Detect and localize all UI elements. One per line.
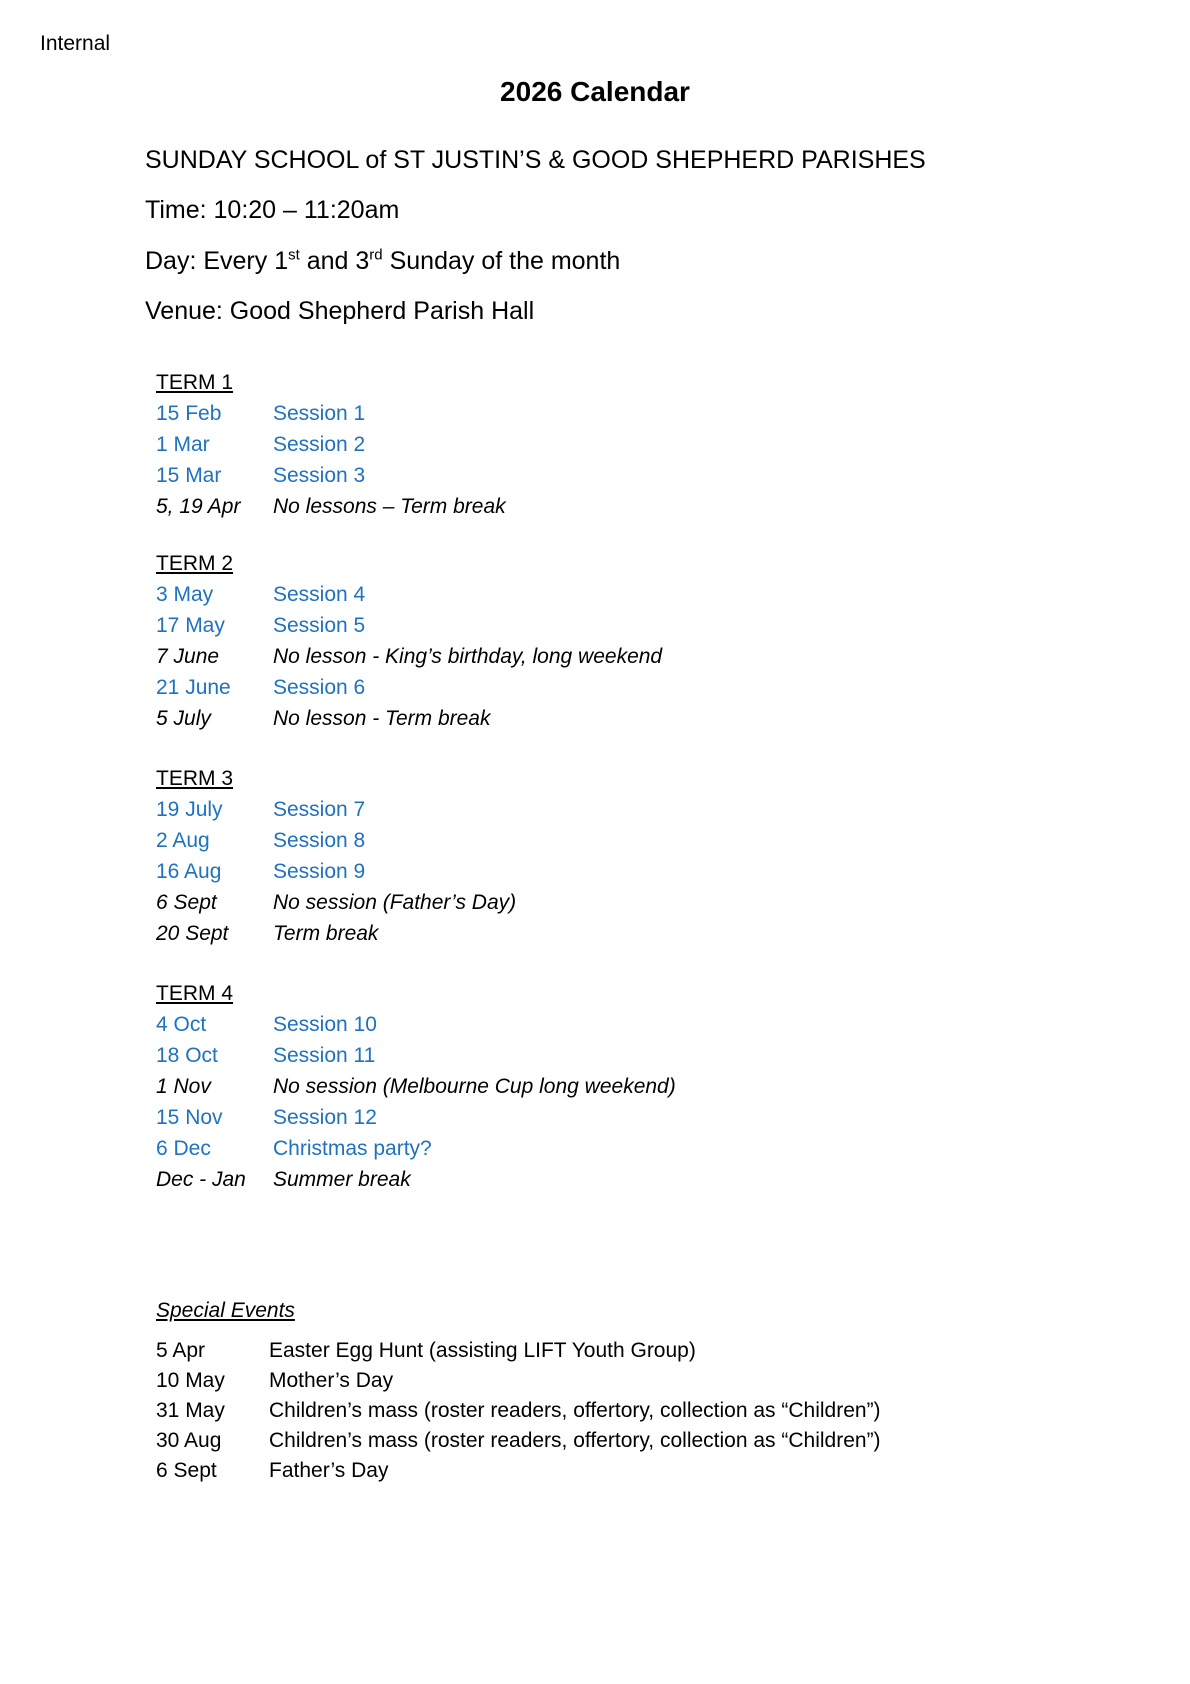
event-desc: Children’s mass (roster readers, offertory, collection as “Children”) bbox=[269, 1399, 881, 1422]
term-row bbox=[156, 672, 662, 703]
term-4-block bbox=[156, 979, 676, 1195]
term-row-date: 15 Feb bbox=[156, 402, 222, 425]
event-desc: Mother’s Day bbox=[269, 1369, 394, 1392]
term-row-date: 18 Oct bbox=[156, 1044, 218, 1067]
day-sup-2: rd bbox=[369, 246, 383, 264]
day-mid: and 3 bbox=[299, 247, 370, 275]
special-events-heading: Special Events bbox=[156, 1299, 295, 1322]
term-row-desc: Term break bbox=[273, 922, 379, 945]
term-row-desc: No lessons – Term break bbox=[273, 495, 506, 518]
term-heading: TERM 4 bbox=[156, 982, 234, 1005]
event-date: 5 Apr bbox=[156, 1339, 206, 1362]
term-row-desc: Session 5 bbox=[273, 614, 366, 637]
term-row-date: 5 July bbox=[156, 707, 211, 730]
term-row-desc: Session 1 bbox=[273, 402, 366, 425]
term-row-desc: Session 6 bbox=[273, 676, 366, 699]
term-row bbox=[156, 703, 662, 734]
term-heading: TERM 2 bbox=[156, 552, 234, 575]
term-row bbox=[156, 398, 506, 429]
term-row-date: 6 Dec bbox=[156, 1137, 211, 1160]
term-row-desc: Session 7 bbox=[273, 798, 366, 821]
event-date: 6 Sept bbox=[156, 1459, 217, 1482]
term-row bbox=[156, 918, 516, 949]
term-2-block bbox=[156, 549, 662, 734]
term-row bbox=[156, 491, 506, 522]
term-row bbox=[156, 429, 506, 460]
day-line bbox=[145, 247, 620, 276]
term-row-desc: No session (Melbourne Cup long weekend) bbox=[273, 1075, 676, 1098]
term-row-date: Dec - Jan bbox=[156, 1168, 246, 1191]
day-prefix: Day: Every 1 bbox=[145, 247, 289, 275]
term-row bbox=[156, 641, 662, 672]
term-row-date: 1 Nov bbox=[156, 1075, 211, 1098]
term-1-block bbox=[156, 368, 506, 522]
event-row bbox=[156, 1366, 881, 1396]
term-row-date: 20 Sept bbox=[156, 922, 229, 945]
term-row bbox=[156, 887, 516, 918]
page-title: 2026 Calendar bbox=[500, 76, 690, 107]
event-row bbox=[156, 1336, 881, 1366]
venue-line: Venue: Good Shepherd Parish Hall bbox=[145, 297, 535, 325]
term-row bbox=[156, 579, 662, 610]
term-row bbox=[156, 1071, 676, 1102]
term-row-date: 6 Sept bbox=[156, 891, 217, 914]
term-row-date: 15 Nov bbox=[156, 1106, 223, 1129]
term-row bbox=[156, 825, 516, 856]
term-row-desc: Session 9 bbox=[273, 860, 366, 883]
term-row-date: 15 Mar bbox=[156, 464, 222, 487]
term-row bbox=[156, 610, 662, 641]
term-row-desc: Christmas party? bbox=[273, 1137, 432, 1160]
term-row bbox=[156, 856, 516, 887]
term-row-desc: Session 10 bbox=[273, 1013, 377, 1036]
term-row-date: 3 May bbox=[156, 583, 214, 606]
term-row-desc: No lesson - King’s birthday, long weekend bbox=[273, 645, 663, 668]
event-row bbox=[156, 1456, 881, 1486]
term-row bbox=[156, 1133, 676, 1164]
term-heading: TERM 3 bbox=[156, 767, 234, 790]
term-row-date: 4 Oct bbox=[156, 1013, 207, 1036]
term-row-desc: Session 12 bbox=[273, 1106, 377, 1129]
event-desc: Easter Egg Hunt (assisting LIFT Youth Group) bbox=[269, 1339, 696, 1362]
term-row-date: 1 Mar bbox=[156, 433, 210, 456]
term-row-desc: Session 2 bbox=[273, 433, 366, 456]
event-date: 30 Aug bbox=[156, 1429, 222, 1452]
term-heading: TERM 1 bbox=[156, 371, 234, 394]
term-row-desc: Session 3 bbox=[273, 464, 366, 487]
term-row-desc: Session 8 bbox=[273, 829, 366, 852]
term-row-date: 7 June bbox=[156, 645, 220, 668]
term-row bbox=[156, 1164, 676, 1195]
term-row-date: 21 June bbox=[156, 676, 231, 699]
event-desc: Father’s Day bbox=[269, 1459, 389, 1482]
event-date: 10 May bbox=[156, 1369, 225, 1392]
term-row-date: 19 July bbox=[156, 798, 223, 821]
term-row-desc: Summer break bbox=[273, 1168, 411, 1191]
event-date: 31 May bbox=[156, 1399, 225, 1422]
term-row bbox=[156, 794, 516, 825]
term-row bbox=[156, 1040, 676, 1071]
term-row-desc: No session (Father’s Day) bbox=[273, 891, 517, 914]
classification-label: Internal bbox=[40, 32, 111, 55]
term-row-desc: Session 11 bbox=[273, 1044, 376, 1067]
term-row bbox=[156, 1102, 676, 1133]
special-events-block bbox=[156, 1296, 881, 1486]
event-row bbox=[156, 1396, 881, 1426]
term-row-date: 5, 19 Apr bbox=[156, 495, 241, 518]
term-row-date: 2 Aug bbox=[156, 829, 210, 852]
term-row-desc: No lesson - Term break bbox=[273, 707, 491, 730]
time-line: Time: 10:20 – 11:20am bbox=[145, 196, 400, 224]
event-desc: Children’s mass (roster readers, offertory, collection as “Children”) bbox=[269, 1429, 881, 1452]
term-row-date: 17 May bbox=[156, 614, 225, 637]
term-row-desc: Session 4 bbox=[273, 583, 366, 606]
term-row bbox=[156, 460, 506, 491]
day-sup-1: st bbox=[288, 246, 300, 264]
term-row-date: 16 Aug bbox=[156, 860, 222, 883]
org-name: SUNDAY SCHOOL of ST JUSTIN’S & GOOD SHEPHERD PARISHES bbox=[145, 146, 926, 174]
day-suffix: Sunday of the month bbox=[382, 247, 621, 275]
term-row bbox=[156, 1009, 676, 1040]
event-row bbox=[156, 1426, 881, 1456]
term-3-block bbox=[156, 764, 516, 949]
